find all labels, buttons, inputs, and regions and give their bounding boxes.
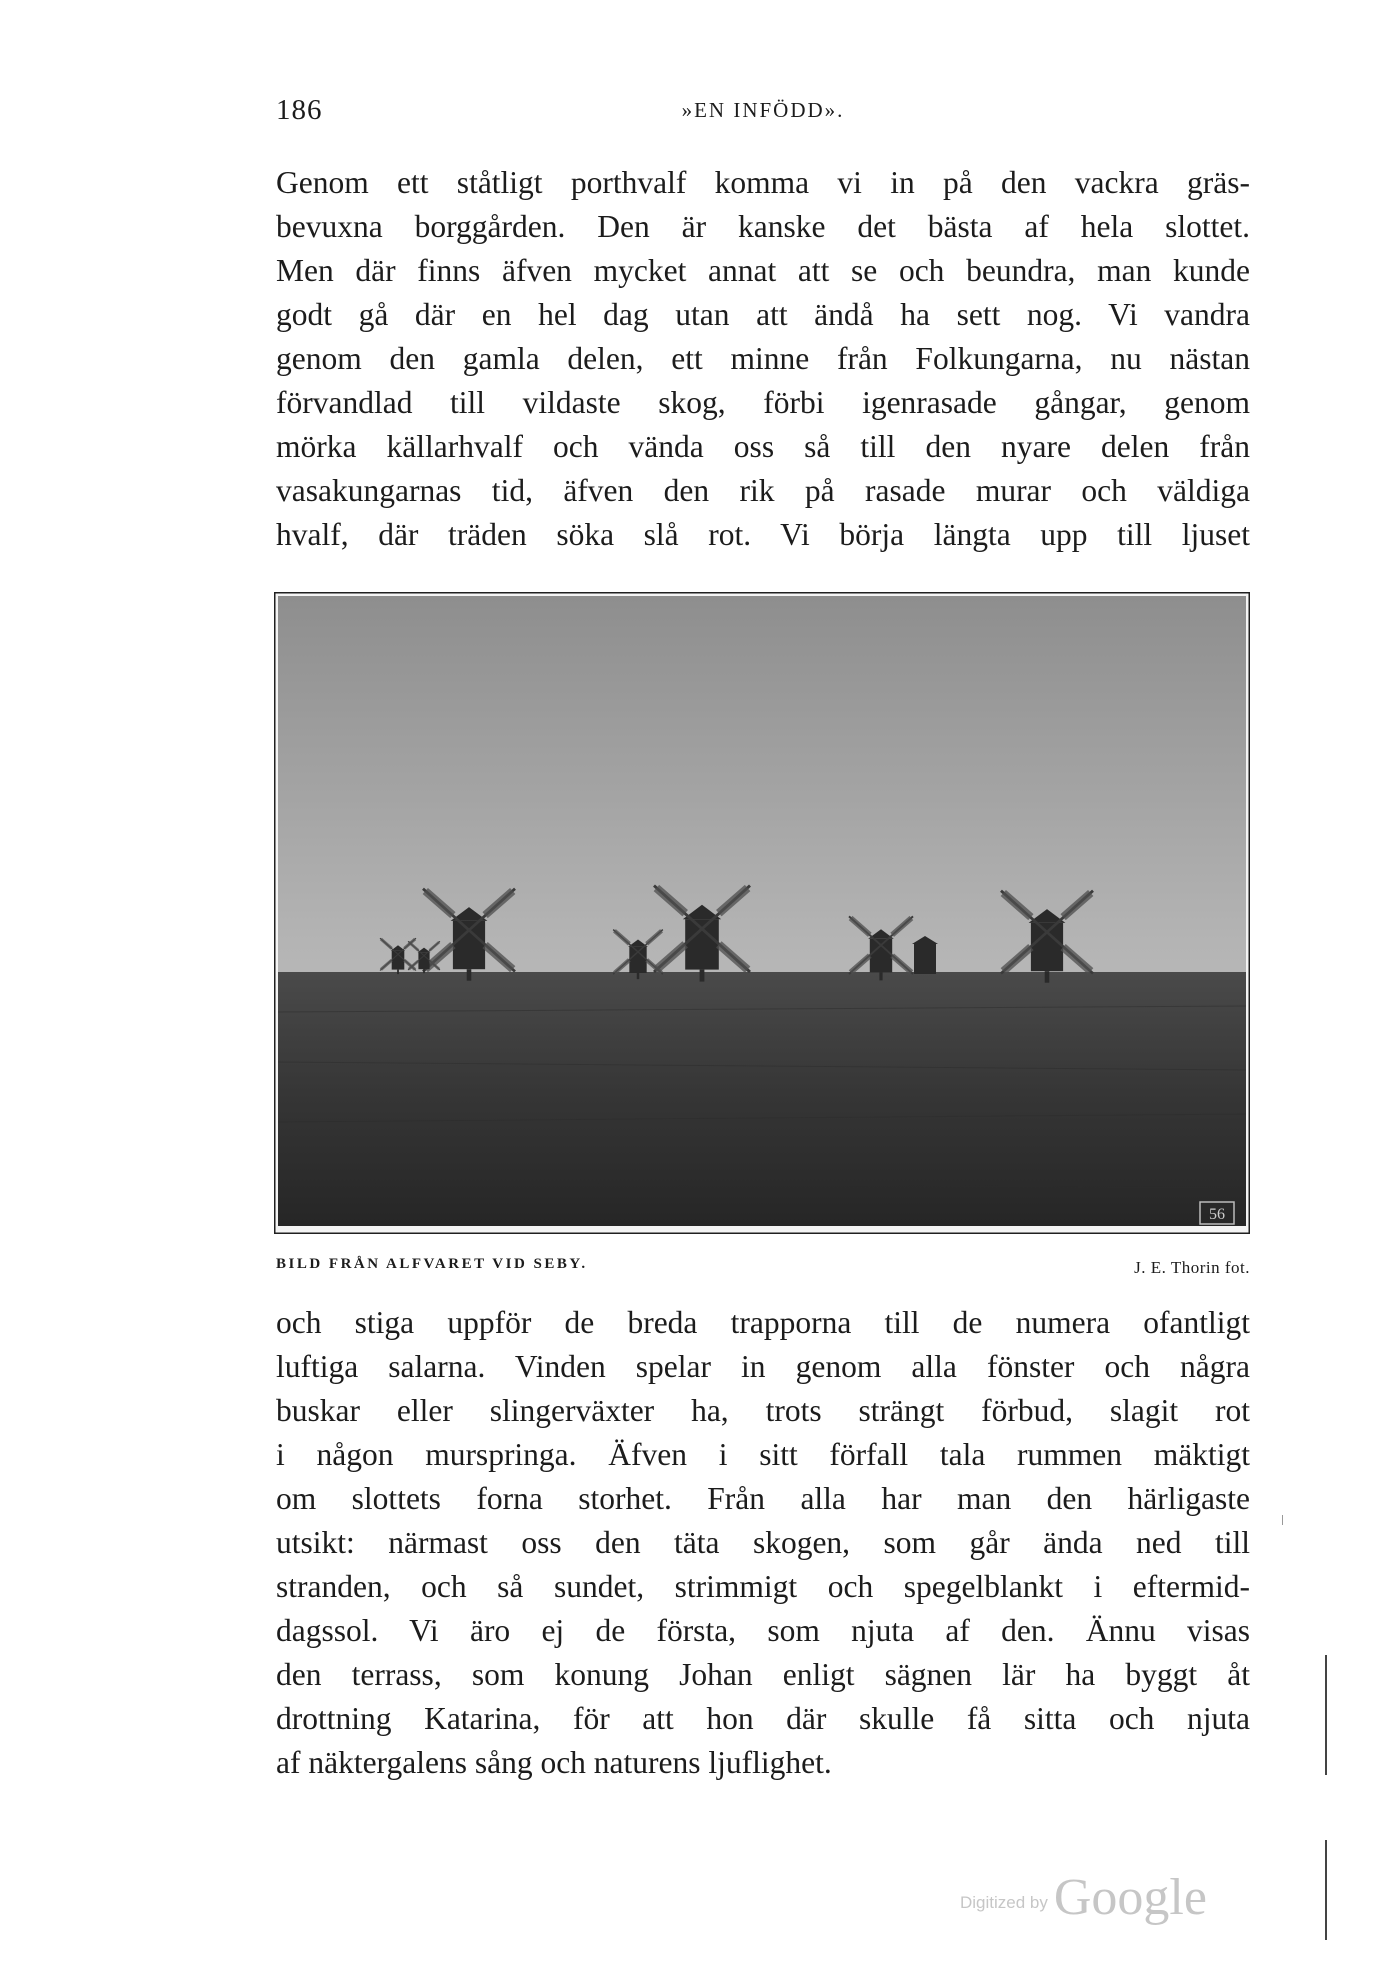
- text-line: Genom ett ståtligt porthvalf komma vi in på den vackra gräs-: [276, 165, 1250, 200]
- text-line: luftiga salarna. Vinden spelar in genom alla fönster och några: [276, 1349, 1250, 1384]
- text-line: den terrass, som konung Johan enligt sägnen lär ha byggt åt: [276, 1657, 1250, 1692]
- text-line: Men där finns äfven mycket annat att se och beundra, man kunde: [276, 253, 1250, 288]
- text-line: mörka källarhvalf och vända oss så till den nyare delen från: [276, 429, 1250, 464]
- digitized-label: Digitized by: [960, 1893, 1048, 1912]
- text-line: om slottets forna storhet. Från alla har man den härligaste: [276, 1481, 1250, 1516]
- text-line: i någon murspringa. Äfven i sitt förfall tala rummen mäktigt: [276, 1437, 1250, 1472]
- scan-edge-mark: [1325, 1840, 1327, 1940]
- text-line: vasakungarnas tid, äfven den rik på rasade murar och väldiga: [276, 473, 1250, 508]
- windmill-photograph: [274, 592, 1250, 1234]
- digitization-watermark: [960, 1868, 1207, 1927]
- text-line: dagssol. Vi äro ej de första, som njuta af den. Ännu visas: [276, 1613, 1250, 1648]
- scan-edge-mark: [1282, 1515, 1283, 1525]
- page-number: 186: [276, 94, 323, 126]
- text-line: utsikt: närmast oss den täta skogen, som går ända ned till: [276, 1525, 1250, 1560]
- running-title: »EN INFÖDD».: [681, 98, 845, 122]
- page-header: [276, 94, 1250, 134]
- text-line: godt gå där en hel dag utan att ändå ha sett nog. Vi vandra: [276, 297, 1250, 332]
- google-wordmark: Google: [1053, 1869, 1207, 1926]
- text-line: af näktergalens sång och naturens ljuflighet.: [276, 1745, 832, 1780]
- text-line: bevuxna borggården. Den är kanske det bästa af hela slottet.: [276, 209, 1250, 244]
- text-line: genom den gamla delen, ett minne från Folkungarna, nu nästan: [276, 341, 1250, 376]
- plate-number-text: 56: [1209, 1206, 1225, 1223]
- figure-caption: BILD FRÅN ALFVARET VID SEBY.: [276, 1256, 588, 1272]
- photo-credit: J. E. Thorin fot.: [1134, 1258, 1250, 1277]
- text-line: förvandlad till vildaste skog, förbi igenrasade gångar, genom: [276, 385, 1250, 420]
- text-line: stranden, och så sundet, strimmigt och spegelblankt i eftermid-: [276, 1569, 1250, 1604]
- text-line: hvalf, där träden söka slå rot. Vi börja längta upp till ljuset: [276, 517, 1250, 552]
- text-line: buskar eller slingerväxter ha, trots strängt förbud, slagit rot: [276, 1393, 1250, 1428]
- scan-edge-mark: [1325, 1655, 1327, 1775]
- paragraph-top: [276, 161, 1250, 557]
- mill-stump: [912, 936, 938, 974]
- text-line: drottning Katarina, för att hon där skulle få sitta och njuta: [276, 1701, 1250, 1736]
- text-line: och stiga uppför de breda trapporna till de numera ofantligt: [276, 1305, 1250, 1340]
- paragraph-bottom: [276, 1301, 1250, 1785]
